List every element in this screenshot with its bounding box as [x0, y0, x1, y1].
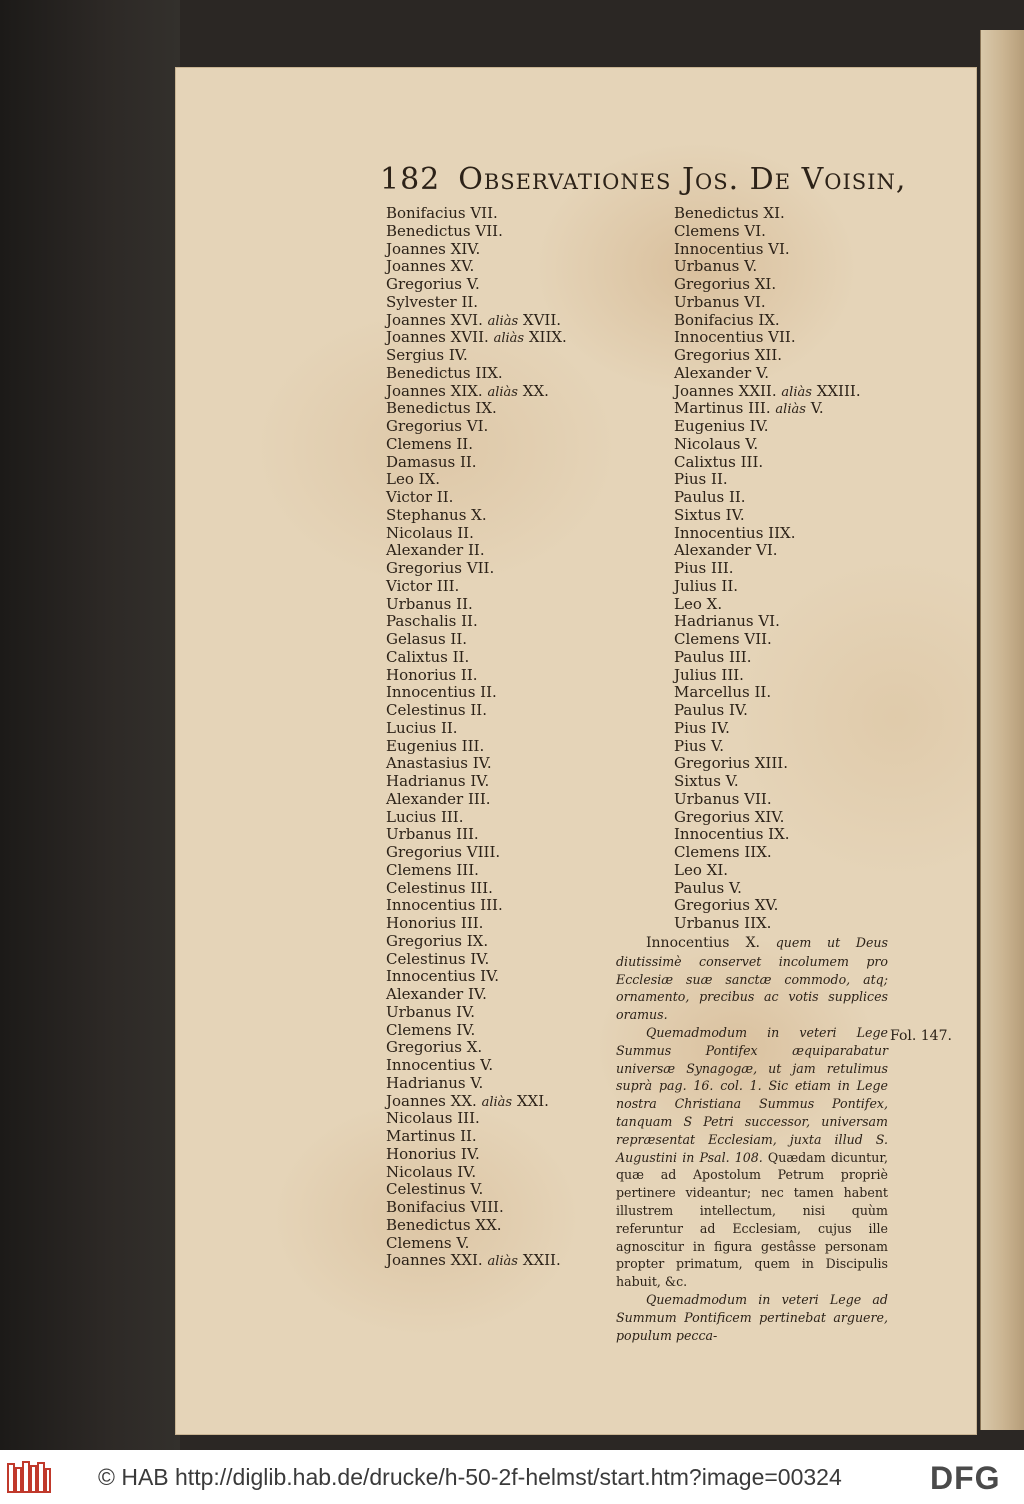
- prayer-text: quem ut Deus diutissimè conservet incolumem pro Ecclesiæ suæ sanctæ commodo, atq; ornamento, precibus ac votis supplices oramus.: [616, 935, 888, 1023]
- pope-entry: [386, 738, 626, 756]
- pope-name: Celestinus IV.: [386, 949, 490, 968]
- pope-name: Calixtus III.: [674, 452, 764, 471]
- pope-name: Clemens V.: [386, 1233, 470, 1252]
- pope-entry: [674, 702, 894, 720]
- pope-name: Innocentius IIX.: [674, 523, 796, 542]
- pope-entry: [674, 507, 894, 525]
- pope-entry: [386, 1039, 626, 1057]
- alias-label: aliàs: [487, 384, 518, 400]
- pope-name: Benedictus VII.: [386, 221, 503, 240]
- pope-entry: [386, 578, 626, 596]
- pope-name: Hadrianus VI.: [674, 612, 780, 631]
- commentary-paragraph: [616, 1291, 888, 1344]
- pope-entry: [674, 525, 894, 543]
- pope-entry: [386, 631, 626, 649]
- pope-name: Clemens IV.: [386, 1020, 476, 1039]
- dfg-logo: DFG: [930, 1460, 1001, 1496]
- pope-name: Bonifacius IX.: [674, 310, 780, 329]
- pope-name: Joannes XVII.: [386, 328, 489, 347]
- pope-name: Paulus V.: [674, 878, 742, 897]
- alias-number: XIIX.: [528, 328, 567, 347]
- pope-name: Martinus II.: [386, 1127, 477, 1145]
- pope-name: Sylvester II.: [386, 292, 479, 311]
- pope-name: Innocentius V.: [386, 1056, 494, 1074]
- pope-name: Celestinus V.: [386, 1180, 484, 1199]
- pope-entry: [386, 667, 626, 685]
- pope-name: Gregorius V.: [386, 275, 480, 293]
- pope-name: Paulus III.: [674, 647, 752, 666]
- pope-name: Benedictus XI.: [674, 204, 785, 222]
- pope-name: Julius III.: [674, 665, 744, 684]
- pope-name: Marcellus II.: [674, 683, 772, 702]
- pope-entry: [674, 773, 894, 791]
- commentary-paragraph: [616, 934, 888, 1024]
- pope-entry: [386, 862, 626, 880]
- pope-entry: [386, 1110, 626, 1128]
- pope-entry: [674, 454, 894, 472]
- pope-entry: [674, 436, 894, 454]
- pope-entry: [674, 329, 894, 347]
- pope-entry: [674, 897, 894, 915]
- pope-entry: [674, 880, 894, 898]
- pope-entry: [386, 383, 626, 401]
- pope-entry: [386, 205, 626, 223]
- pope-name: Victor II.: [386, 488, 454, 506]
- augustine-quote: Quædam dicuntur, quæ ad Apostolum Petrum propriè pertinere videantur; nec tamen habent illustrem intellectum, nisi quùm referuntur ad Ecclesiam, cujus ille agnoscitur in figura gestâsse personam propter primatum, quem in Discipulis habuit, &c.: [616, 1149, 888, 1290]
- pope-entry: [386, 542, 626, 560]
- pope-name: Sergius IV.: [386, 346, 468, 364]
- pope-entry: [386, 613, 626, 631]
- pope-name: Joannes XIV.: [386, 239, 481, 258]
- library-books-icon: [6, 1460, 52, 1496]
- pope-name: Alexander V.: [674, 363, 769, 382]
- pope-entry: [386, 1181, 626, 1199]
- pope-entry: [386, 968, 626, 986]
- pope-entry: [674, 826, 894, 844]
- pope-entry: [674, 400, 894, 418]
- pope-name: Urbanus VI.: [674, 292, 766, 311]
- pope-entry: [674, 578, 894, 596]
- pope-name: Benedictus IIX.: [386, 363, 503, 382]
- pope-name: Calixtus II.: [386, 647, 470, 666]
- pope-name: Hadrianus IV.: [386, 772, 490, 790]
- pope-name: Clemens IIX.: [674, 843, 772, 861]
- pope-entry: [386, 347, 626, 365]
- pope-name: Honorius IV.: [386, 1144, 480, 1163]
- pope-entry: [386, 755, 626, 773]
- pope-entry: [386, 1199, 626, 1217]
- pope-name: Innocentius II.: [386, 683, 497, 702]
- pope-entry: [674, 738, 894, 756]
- alias-label: aliàs: [487, 313, 519, 329]
- pope-name: Gregorius XV.: [674, 896, 779, 915]
- pope-list-left: [386, 205, 626, 1270]
- pope-entry: [386, 1146, 626, 1164]
- pope-entry: [674, 258, 894, 276]
- pope-name: Gregorius VI.: [386, 417, 489, 435]
- pope-name: Victor III.: [386, 576, 460, 595]
- pope-name: Gregorius XI.: [674, 275, 777, 293]
- pope-entry: [386, 684, 626, 702]
- pope-name: Leo X.: [674, 594, 723, 613]
- pope-entry: [386, 986, 626, 1004]
- pope-entry: [386, 1057, 626, 1075]
- pope-entry: [386, 1093, 626, 1111]
- pope-name: Gregorius VIII.: [386, 843, 501, 861]
- pope-entry: [674, 649, 894, 667]
- pope-entry: [674, 613, 894, 631]
- pope-entry: [674, 631, 894, 649]
- pope-entry: [386, 1075, 626, 1093]
- alias-label: aliàs: [487, 1254, 518, 1270]
- pope-entry: [386, 791, 626, 809]
- pope-entry: [386, 489, 626, 507]
- pope-name: Gelasus II.: [386, 630, 468, 648]
- pope-name: Leo XI.: [674, 860, 729, 879]
- pope-name: Clemens II.: [386, 434, 473, 453]
- pope-name: Honorius II.: [386, 665, 478, 684]
- pope-name: Pius III.: [674, 559, 734, 577]
- pope-name: Honorius III.: [386, 914, 484, 932]
- pope-name: Alexander II.: [386, 541, 485, 560]
- pope-entry: [674, 312, 894, 330]
- pope-entry: [674, 809, 894, 827]
- pope-entry: [386, 596, 626, 614]
- pope-entry: [386, 826, 626, 844]
- pope-name: Leo IX.: [386, 470, 441, 489]
- pope-name: Clemens VII.: [674, 630, 772, 648]
- pope-entry: [386, 702, 626, 720]
- pope-entry: [386, 897, 626, 915]
- pope-name: Paulus II.: [674, 488, 746, 506]
- pope-name: Joannes XXII.: [674, 381, 777, 400]
- pope-entry: [386, 525, 626, 543]
- pope-entry: [386, 880, 626, 898]
- pope-entry: [386, 720, 626, 738]
- pope-entry: [386, 1022, 626, 1040]
- pope-name: Urbanus II.: [386, 594, 473, 613]
- pope-name: Sixtus V.: [674, 772, 739, 790]
- pope-entry: [674, 596, 894, 614]
- pope-entry: [674, 241, 894, 259]
- pope-entry: [386, 258, 626, 276]
- pope-entry: [386, 1217, 626, 1235]
- alias-number: XXII.: [522, 1251, 561, 1270]
- pope-name: Joannes XVI.: [386, 310, 483, 329]
- pope-name: Joannes XXI.: [386, 1251, 483, 1270]
- pope-entry: [386, 223, 626, 241]
- pope-name: Celestinus II.: [386, 701, 487, 719]
- pope-name: Urbanus IIX.: [674, 914, 772, 932]
- pope-name: Hadrianus V.: [386, 1073, 484, 1092]
- pope-name: Anastasius IV.: [386, 754, 492, 773]
- pope-entry: [674, 347, 894, 365]
- pope-entry: [386, 773, 626, 791]
- pope-name: Innocentius III.: [386, 896, 503, 915]
- pope-entry: [386, 560, 626, 578]
- pope-entry: [674, 383, 894, 401]
- alias-number: XXIII.: [816, 381, 861, 400]
- pope-entry: [674, 791, 894, 809]
- pope-entry: [674, 294, 894, 312]
- pope-name: Alexander VI.: [674, 541, 778, 560]
- pope-entry: [386, 951, 626, 969]
- pope-name: Alexander IV.: [386, 985, 487, 1003]
- pope-name: Gregorius X.: [386, 1038, 483, 1057]
- pope-entry: [386, 400, 626, 418]
- pope-entry: [674, 844, 894, 862]
- source-credit-link[interactable]: © HAB http://diglib.hab.de/drucke/h-50-2f-helmst/start.htm?image=00324: [98, 1464, 842, 1490]
- page-title: Observationes Jos. De Voisin,: [458, 162, 907, 197]
- pope-name: Joannes XX.: [386, 1091, 477, 1110]
- pope-entry: [386, 241, 626, 259]
- commentary-text: [616, 934, 888, 1344]
- pope-name: Gregorius XII.: [674, 346, 783, 364]
- pope-entry: [386, 365, 626, 383]
- pope-entry: [674, 542, 894, 560]
- footer-bar: [0, 1450, 1024, 1504]
- pope-entry: [674, 205, 894, 223]
- pope-entry: [674, 471, 894, 489]
- margin-note: Fol. 147.: [890, 1028, 952, 1044]
- next-page-edge: [980, 30, 1024, 1430]
- pope-entry: [386, 454, 626, 472]
- pope-entry: [386, 418, 626, 436]
- pope-name: Joannes XV.: [386, 257, 475, 276]
- pope-name: Joannes XIX.: [386, 381, 483, 400]
- alias-number: V.: [810, 399, 824, 418]
- pope-entry: [386, 933, 626, 951]
- pope-name: Damasus II.: [386, 452, 477, 471]
- pope-name: Innocentius IX.: [674, 825, 790, 844]
- pope-entry: [386, 276, 626, 294]
- pope-entry: [386, 809, 626, 827]
- alias-number: XX.: [522, 381, 549, 400]
- pope-entry: [386, 294, 626, 312]
- pope-name: Lucius III.: [386, 807, 464, 826]
- scanner-backdrop-left: [0, 0, 180, 1450]
- pope-entry: [386, 1235, 626, 1253]
- pope-name: Sixtus IV.: [674, 505, 745, 524]
- pope-entry: [386, 1164, 626, 1182]
- pope-entry: [386, 312, 626, 330]
- pope-name: Celestinus III.: [386, 878, 493, 897]
- pope-name: Nicolaus III.: [386, 1109, 480, 1128]
- page-number: 182: [380, 162, 441, 197]
- pope-name: Paschalis II.: [386, 612, 478, 631]
- pope-entry: [386, 329, 626, 347]
- pope-name: Innocentius VII.: [674, 328, 796, 347]
- commentary-paragraph: [616, 1024, 888, 1291]
- pope-name: Urbanus V.: [674, 257, 758, 276]
- alias-label: aliàs: [781, 384, 812, 400]
- pope-name: Clemens VI.: [674, 221, 766, 240]
- pope-name: Urbanus VII.: [674, 789, 772, 808]
- alias-label: aliàs: [493, 331, 525, 347]
- pope-name: Nicolaus V.: [674, 434, 759, 453]
- pope-name: Pius IV.: [674, 718, 730, 737]
- pope-entry: [674, 755, 894, 773]
- pope-list-right: [674, 205, 894, 933]
- pope-name: Innocentius VI.: [674, 239, 790, 258]
- pope-entry: [386, 1128, 626, 1146]
- pope-entry: [674, 223, 894, 241]
- pope-name: Nicolaus IV.: [386, 1162, 477, 1181]
- pope-name: Gregorius XIV.: [674, 807, 785, 826]
- pope-name: Eugenius III.: [386, 736, 485, 755]
- pope-name: Pius V.: [674, 736, 724, 755]
- pope-entry: [386, 507, 626, 525]
- commentary-italic: Quemadmodum in veteri Lege ad Summum Pontificem pertinebat arguere, populum pecca-: [616, 1291, 888, 1343]
- pope-name: Bonifacius VII.: [386, 204, 498, 222]
- pope-entry: [674, 418, 894, 436]
- pope-name: Benedictus IX.: [386, 399, 497, 418]
- pope-name: Nicolaus II.: [386, 523, 474, 542]
- pope-entry: [386, 649, 626, 667]
- alias-number: XVII.: [522, 310, 562, 329]
- pope-entry: [674, 489, 894, 507]
- pope-entry: [674, 684, 894, 702]
- alias-label: aliàs: [481, 1094, 513, 1110]
- alias-label: aliàs: [775, 402, 806, 418]
- pope-entry: [674, 720, 894, 738]
- pope-entry: [674, 862, 894, 880]
- running-head: [380, 162, 940, 197]
- pope-name: Innocentius IV.: [386, 967, 500, 986]
- current-pope: Innocentius X.: [646, 935, 761, 951]
- pope-name: Paulus IV.: [674, 701, 748, 719]
- pope-entry: [386, 471, 626, 489]
- pope-entry: [386, 915, 626, 933]
- pope-entry: [674, 915, 894, 933]
- pope-name: Eugenius IV.: [674, 417, 769, 435]
- pope-name: Julius II.: [674, 576, 739, 595]
- pope-name: Martinus III.: [674, 399, 771, 418]
- pope-name: Urbanus III.: [386, 825, 479, 844]
- pope-name: Alexander III.: [386, 789, 491, 808]
- pope-entry: [674, 667, 894, 685]
- pope-name: Stephanus X.: [386, 505, 487, 524]
- commentary-italic: Quemadmodum in veteri Lege Summus Pontifex æquiparabatur universæ Synagogæ, ut jam retulimus suprà pag. 16. col. 1. Sic etiam in Lege nostra Christiana Summus Pontifex, tanquam S Petri successor, universam repræsentat Ecclesiam, juxta illud S. Augustini in Psal. 108.: [616, 1024, 888, 1165]
- pope-name: Gregorius XIII.: [674, 754, 788, 773]
- pope-entry: [386, 1004, 626, 1022]
- pope-entry: [386, 844, 626, 862]
- pope-entry: [674, 365, 894, 383]
- pope-name: Pius II.: [674, 470, 728, 489]
- pope-name: Urbanus IV.: [386, 1002, 476, 1021]
- pope-name: Lucius II.: [386, 718, 458, 737]
- pope-entry: [674, 560, 894, 578]
- pope-entry: [386, 1252, 626, 1270]
- pope-name: Clemens III.: [386, 860, 479, 879]
- pope-name: Gregorius IX.: [386, 931, 489, 950]
- pope-name: Bonifacius VIII.: [386, 1198, 504, 1216]
- pope-entry: [674, 276, 894, 294]
- pope-name: Benedictus XX.: [386, 1215, 502, 1234]
- alias-number: XXI.: [516, 1091, 549, 1110]
- pope-entry: [386, 436, 626, 454]
- pope-name: Gregorius VII.: [386, 559, 495, 577]
